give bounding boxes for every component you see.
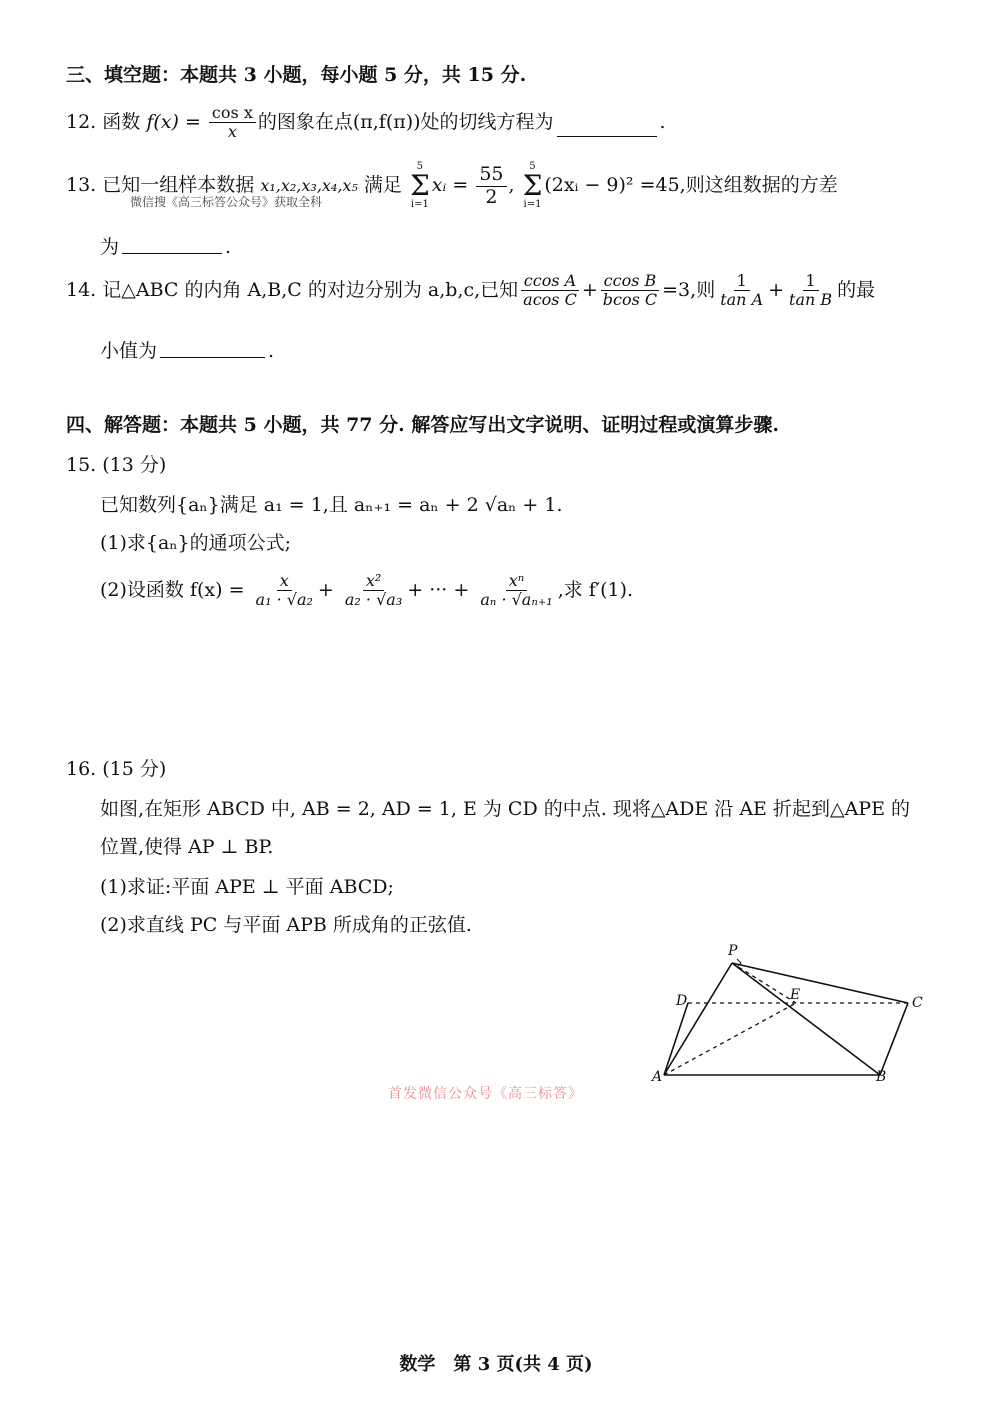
- q12-answer-blank: [557, 135, 657, 137]
- q12-denominator: x: [227, 122, 237, 142]
- q16-line-1: 如图,在矩形 ABCD 中, AB = 2, AD = 1, E 为 CD 的中点. 现将△ADE 沿 AE 折起到△APE 的: [100, 798, 910, 820]
- q14-tail: 的最: [837, 278, 876, 301]
- q12-lead: 函数: [102, 110, 141, 133]
- q13-line2-text: 为: [100, 236, 120, 258]
- q14-f4-num: 1: [803, 272, 819, 291]
- q16-part-1: (1)求证:平面 APE ⊥ 平面 ABCD;: [100, 876, 394, 898]
- label-A: A: [652, 1069, 663, 1085]
- q13-sum-1-term: xᵢ =: [431, 174, 469, 196]
- q14-answer-blank: [160, 356, 265, 358]
- q13-sum-1-upper: 5: [416, 161, 424, 172]
- q15-tn-num: xⁿ: [506, 572, 528, 591]
- q14-fraction-4: [786, 272, 835, 310]
- edge-BC: [880, 1003, 908, 1075]
- q15-tn-den: aₙ · √aₙ₊₁: [480, 590, 553, 610]
- q15-dots: + ··· +: [407, 578, 470, 601]
- q14-f3-num: 1: [734, 272, 750, 291]
- label-B: B: [876, 1069, 887, 1085]
- label-D: D: [676, 993, 688, 1009]
- q16-part-2: (2)求直线 PC 与平面 APB 所成角的正弦值.: [100, 914, 472, 936]
- q14-plus-2: +: [768, 278, 785, 301]
- q15-header: 15. (13 分): [66, 454, 167, 476]
- label-P: P: [728, 943, 738, 959]
- q14-eq: =3,则: [662, 278, 716, 301]
- q15-t1-num: x: [277, 572, 292, 591]
- q15-term-2: [342, 572, 405, 610]
- q14-f1-den: acos C: [523, 290, 577, 310]
- q15-t2-num: x²: [363, 572, 384, 591]
- q12-func: f(x) =: [146, 110, 201, 133]
- page-footer: 数学 第 3 页(共 4 页): [399, 1354, 593, 1375]
- q15-part2-lead: (2)设函数 f(x) =: [100, 578, 245, 601]
- label-E: E: [790, 987, 801, 1003]
- q12-rest: 的图象在点(π,f(π))处的切线方程为: [257, 110, 554, 133]
- q12-fraction: [209, 104, 256, 142]
- q14-end: .: [268, 340, 275, 362]
- q12-numerator: cos x: [209, 104, 256, 123]
- q14-fraction-2: [600, 272, 660, 310]
- q16-line-2: 位置,使得 AP ⊥ BP.: [100, 836, 274, 858]
- q13-sum-2: [523, 162, 543, 210]
- q13-sum-2-upper: 5: [529, 161, 536, 172]
- q14-f4-den: tan B: [789, 290, 833, 310]
- q13-fraction: [476, 164, 506, 209]
- q12-number: 12.: [66, 110, 97, 133]
- q13-sum-1: [410, 162, 430, 210]
- q15-part2-tail: ,求 f′(1).: [557, 578, 634, 601]
- q14-f1-num: ccos A: [521, 272, 579, 291]
- q14-plus-1: +: [581, 278, 598, 301]
- geometry-figure: [640, 935, 930, 1085]
- q14-fraction-3: [717, 272, 766, 310]
- q14-lead: 记△ABC 的内角 A,B,C 的对边分别为 a,b,c,已知: [102, 278, 519, 301]
- q13-number: 13.: [66, 174, 97, 196]
- sigma-icon: Σ: [409, 169, 430, 202]
- edge-PE-dashed: [732, 963, 796, 1003]
- q14-f2-num: ccos B: [601, 272, 660, 291]
- q14-f2-den: bcos C: [602, 290, 658, 310]
- q13-answer-blank: [122, 252, 222, 254]
- q14-line-2: [100, 336, 274, 363]
- sigma-icon: Σ: [522, 169, 543, 202]
- q12-end: .: [659, 110, 666, 133]
- question-12: [66, 104, 666, 142]
- right-angle-mark: [737, 959, 741, 967]
- q16-header: 16. (15 分): [66, 758, 167, 780]
- question-13: 13. 已知一组样本数据 x₁,x₂,x₃,x₄,x₅ 满足 5 Σ i=1 xᵢ = $\frac{55}{2}$ , 5 Σ i=1 (2xᵢ − 9)² =45,则这组数据的方差: [66, 161, 838, 210]
- question-14: [66, 272, 875, 310]
- q13-sum-1-lower: i=1: [410, 199, 429, 210]
- q13-sum-2-term: (2xᵢ − 9)² =45,则这组数据的方差: [544, 174, 838, 196]
- q14-line2-text: 小值为: [100, 340, 158, 362]
- q15-part-1: (1)求{aₙ}的通项公式;: [100, 532, 292, 554]
- label-C: C: [912, 995, 923, 1011]
- q13-lead: 已知一组样本数据: [102, 174, 255, 196]
- watermark-top: 微信搜《高三标答公众号》获取全科: [130, 195, 323, 209]
- q15-term-n: [477, 572, 555, 610]
- q15-t1-den: a₁ · √a₂: [255, 590, 313, 610]
- q13-line-2: [100, 232, 231, 259]
- q13-cond: 满足: [363, 174, 402, 196]
- q14-f3-den: tan A: [720, 290, 764, 310]
- q14-fraction-1: [520, 272, 580, 310]
- q15-t2-den: a₂ · √a₃: [344, 590, 403, 610]
- q15-given: 已知数列{aₙ}满足 a₁ = 1,且 aₙ₊₁ = aₙ + 2 √aₙ + 1.: [100, 494, 563, 516]
- section-3-title: 三、填空题：本题共 3 小题，每小题 5 分，共 15 分.: [66, 64, 527, 86]
- q13-sum-2-lower: i=1: [523, 199, 542, 210]
- watermark-bottom: 首发微信公众号《高三标答》: [388, 1086, 583, 1102]
- q13-vars: x₁,x₂,x₃,x₄,x₅: [260, 176, 358, 195]
- section-4-title: 四、解答题：本题共 5 小题，共 77 分. 解答应写出文字说明、证明过程或演算步骤.: [66, 414, 779, 436]
- q14-number: 14.: [66, 278, 97, 301]
- edge-AP: [664, 963, 732, 1075]
- edge-AD: [664, 1003, 688, 1075]
- q13-numerator: 55: [476, 164, 506, 187]
- q15-term-1: [253, 572, 316, 610]
- q13-end: .: [225, 236, 232, 258]
- q15-part-2: (2)设函数 f(x) = $\frac{x}{\text{a₁ · √a₂}}$ + $\frac{\text{x²}}{\text{a₂ · √a₃}}$ + ··· + $\frac{\text{xⁿ}}{\text{aₙ · √aₙ₊₁}}$ ,求 f′(1).: [100, 571, 634, 610]
- q13-denominator: 2: [485, 185, 498, 208]
